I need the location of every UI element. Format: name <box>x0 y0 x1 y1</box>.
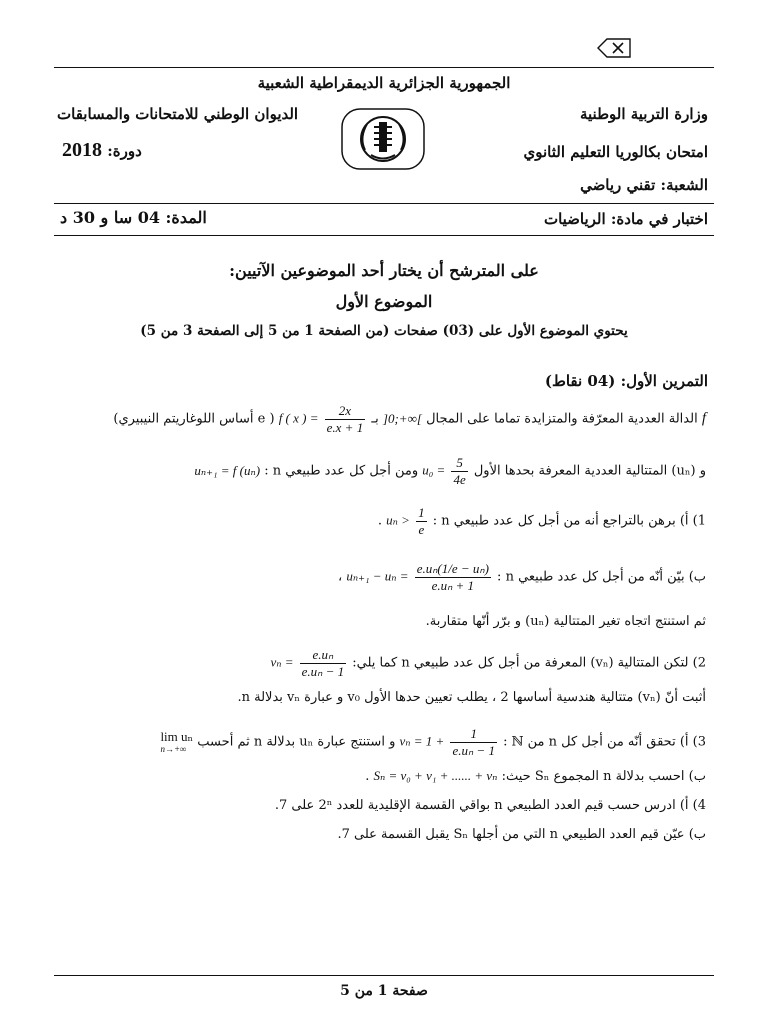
backspace-x-icon[interactable] <box>597 37 633 59</box>
q3a-formula <box>400 726 499 758</box>
q2b-text: أثبت أنّ (vₙ) متتالية هندسية أساسها 2 ، يطلب تعيين حدها الأول v₀ و عبارة vₙ بدلالة n. <box>237 690 706 705</box>
q1b-denominator: e.uₙ + 1 <box>415 577 491 594</box>
f-numerator: 2x <box>338 403 352 418</box>
q3a-text: 3) أ) تحقق أنّه من أجل كل n من ℕ : <box>503 734 706 750</box>
topic-title: الموضوع الأول <box>335 292 433 311</box>
emblem-icon <box>341 108 425 170</box>
branch: الشعبة: تقني رياضي <box>580 176 708 194</box>
fx-lhs: f ( x ) = <box>278 410 319 426</box>
q1a-inequality <box>386 505 428 537</box>
subject: اختبار في مادة: الرياضيات <box>543 210 708 228</box>
q4a-text: 4) أ) ادرس حسب قيم العدد الطبيعي n بواقي القسمة الإقليدية للعدد 2ⁿ على 7. <box>274 798 706 813</box>
exercise-line-1 <box>60 403 706 435</box>
question-1b: ب) بيّن أنّه من أجل كل عدد طبيعي n : uₙ₊₁ − uₙ = $\frac{\text{e.uₙ(1/e − uₙ)}}{\text{e.uₙ + 1}}$ ، <box>338 561 706 593</box>
u0-denominator: 4e <box>453 471 466 487</box>
session-label: دورة: <box>107 142 142 160</box>
q1a-text: 1) أ) برهن بالتراجع أنه من أجل كل عدد طبيعي n : <box>432 513 706 529</box>
q3a-limit <box>160 729 193 755</box>
f-symbol: f <box>701 410 706 427</box>
office: الديوان الوطني للامتحانات والمسابقات <box>57 105 299 123</box>
q3a-numerator: 1 <box>470 726 477 741</box>
page-number: صفحة 1 من 5 <box>340 983 428 999</box>
footer-rule <box>54 975 714 976</box>
q2-denominator: e.uₙ − 1 <box>301 663 345 679</box>
question-4b <box>60 827 706 843</box>
line1-text: الدالة العددية المعرّفة والمتزايدة تماما على المجال <box>426 411 698 427</box>
u0-numerator: 5 <box>456 455 463 470</box>
session <box>62 139 142 162</box>
q3a-lim-sub: n→+∞ <box>160 744 187 755</box>
q3a-tail: و استنتج عبارة uₙ بدلالة n ثم أحسب <box>197 734 396 750</box>
q1b-text: ب) بيّن أنّه من أجل كل عدد طبيعي n : <box>497 569 706 585</box>
q1b-lhs: uₙ₊₁ − uₙ = <box>346 568 409 584</box>
exercise-line-2 <box>60 455 706 487</box>
question-4a <box>60 798 706 814</box>
exercise-title: التمرين الأول: (04 نقاط) <box>544 372 708 390</box>
line1-tail: ( e أساس اللوغاريتم النيبيري) <box>113 411 275 427</box>
ministry: وزارة التربية الوطنية <box>579 105 708 123</box>
question-1a: 1) أ) برهن بالتراجع أنه من أجل كل عدد طبيعي n : uₙ > $\frac{1}{e}$ . <box>377 505 706 537</box>
question-3a <box>60 726 706 758</box>
f-fraction <box>325 403 366 435</box>
q4b-text: ب) عيّن قيم العدد الطبيعي n التي من أجلها Sₙ يقبل القسمة على 7. <box>337 827 706 842</box>
line2-text: و (uₙ) المتتالية العددية المعرفة بحدها الأول <box>473 463 706 479</box>
q1b-formula <box>346 561 493 593</box>
instruction: على المترشح أن يختار أحد الموضوعين الآتيين: <box>229 261 539 280</box>
q3a-fraction <box>450 726 496 758</box>
q3b-sum: Sₙ = v₀ + v₁ + ...... + vₙ <box>373 768 498 783</box>
question-2b <box>60 690 706 706</box>
q2-numerator: e.uₙ <box>312 647 334 662</box>
header-rule-2 <box>54 235 714 236</box>
question-1b-end <box>60 614 706 630</box>
u0-lhs: u₀ = <box>422 462 446 478</box>
u0-fraction <box>451 455 467 487</box>
q1b-numerator: e.uₙ(1/e − uₙ) <box>416 561 489 576</box>
f-definition <box>279 403 368 435</box>
q2-fraction <box>300 647 346 679</box>
q1a-numerator: 1 <box>418 505 425 520</box>
q3a-lim: lim uₙ <box>160 728 194 744</box>
exam-name: امتحان بكالوريا التعليم الثانوي <box>523 143 708 161</box>
q1a-lhs: uₙ > <box>386 512 410 528</box>
q3b-text: ب) احسب بدلالة n المجموع Sₙ حيث: <box>501 769 706 784</box>
duration: المدة: 04 سا و 30 د <box>60 208 207 227</box>
top-rule <box>54 67 714 68</box>
line2-tail: ومن أجل كل عدد طبيعي n : <box>264 463 419 479</box>
q3a-denominator: e.uₙ − 1 <box>452 742 495 758</box>
q2-formula <box>270 647 348 679</box>
q1a-denominator: e <box>416 521 427 538</box>
q2-text: 2) لتكن المتتالية (vₙ) المعرفة من أجل كل عدد طبيعي n كما يلي: <box>352 655 706 671</box>
question-2 <box>60 647 706 679</box>
by-word: بـ <box>371 411 379 427</box>
q2-lhs: vₙ = <box>270 654 294 670</box>
interval: ]0;+∞[ <box>382 410 422 426</box>
q1b-fraction <box>415 561 491 593</box>
q1b-end-text: ثم استنتج اتجاه تغير المتتالية (uₙ) و برّر أنّها متقاربة. <box>425 614 706 629</box>
republic-title: الجمهورية الجزائرية الديمقراطية الشعبية <box>257 74 511 92</box>
header-rule-1 <box>54 203 714 204</box>
u0-definition <box>422 455 469 487</box>
session-year: 2018 <box>62 139 102 161</box>
q3a-lhs: vₙ = 1 + <box>399 733 445 749</box>
f-denominator: e.x + 1 <box>326 419 364 435</box>
recurrence: uₙ₊₁ = f (uₙ) <box>194 462 261 478</box>
q1a-fraction <box>416 505 427 537</box>
question-3b: ب) احسب بدلالة n المجموع Sₙ حيث: Sₙ = v₀ + v₁ + ...... + vₙ . <box>365 768 706 784</box>
pages-note: يحتوي الموضوع الأول على (03) صفحات (من الصفحة 1 من 5 إلى الصفحة 3 من 5) <box>140 323 628 339</box>
